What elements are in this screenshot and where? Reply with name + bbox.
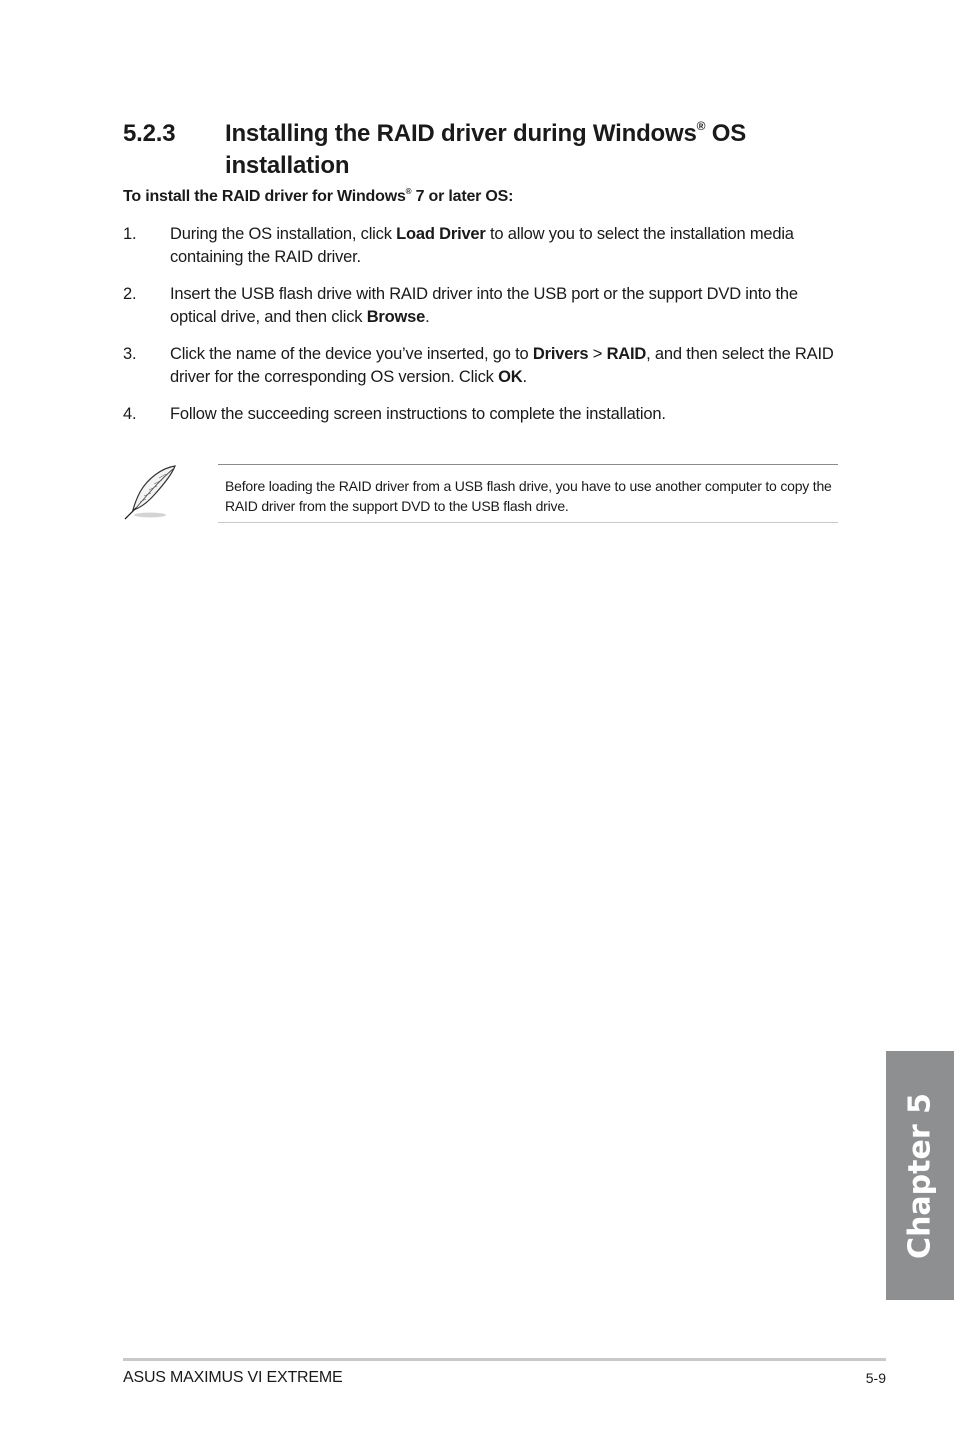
step-number: 1. — [123, 225, 137, 243]
steps-list — [123, 223, 843, 440]
section-number: 5.2.3 — [123, 120, 176, 147]
feather-pen-icon — [120, 462, 182, 522]
step-2 — [123, 283, 843, 329]
step-3 — [123, 343, 843, 389]
step-text: Insert the USB flash drive with RAID driver into the USB port or the support DVD into the optical drive, and then click Browse. — [170, 285, 798, 326]
step-number: 3. — [123, 345, 137, 363]
step-text: Click the name of the device you’ve inserted, go to Drivers > RAID, and then select the RAID driver for the corresponding OS version. Click OK. — [170, 345, 834, 386]
footer-page-number: 5-9 — [865, 1370, 886, 1386]
step-text: Follow the succeeding screen instructions to complete the installation. — [170, 405, 666, 423]
step-number: 2. — [123, 285, 137, 303]
step-4 — [123, 403, 843, 426]
note-box — [218, 464, 838, 523]
chapter-tab — [886, 1051, 954, 1300]
step-text: During the OS installation, click Load Driver to allow you to select the installation media containing the RAID driver. — [170, 225, 794, 266]
footer-product-name: ASUS MAXIMUS VI EXTREME — [123, 1369, 343, 1386]
footer-divider — [123, 1358, 886, 1361]
step-number: 4. — [123, 405, 137, 423]
step-1 — [123, 223, 843, 269]
note-text: Before loading the RAID driver from a USB flash drive, you have to use another computer to copy the RAID driver from the support DVD to the USB flash drive. — [225, 478, 832, 514]
chapter-label: Chapter 5 — [902, 1092, 938, 1259]
section-title: Installing the RAID driver during Windows® OS installation — [225, 119, 747, 179]
procedure-subheading: To install the RAID driver for Windows® 7 or later OS: — [123, 186, 514, 205]
